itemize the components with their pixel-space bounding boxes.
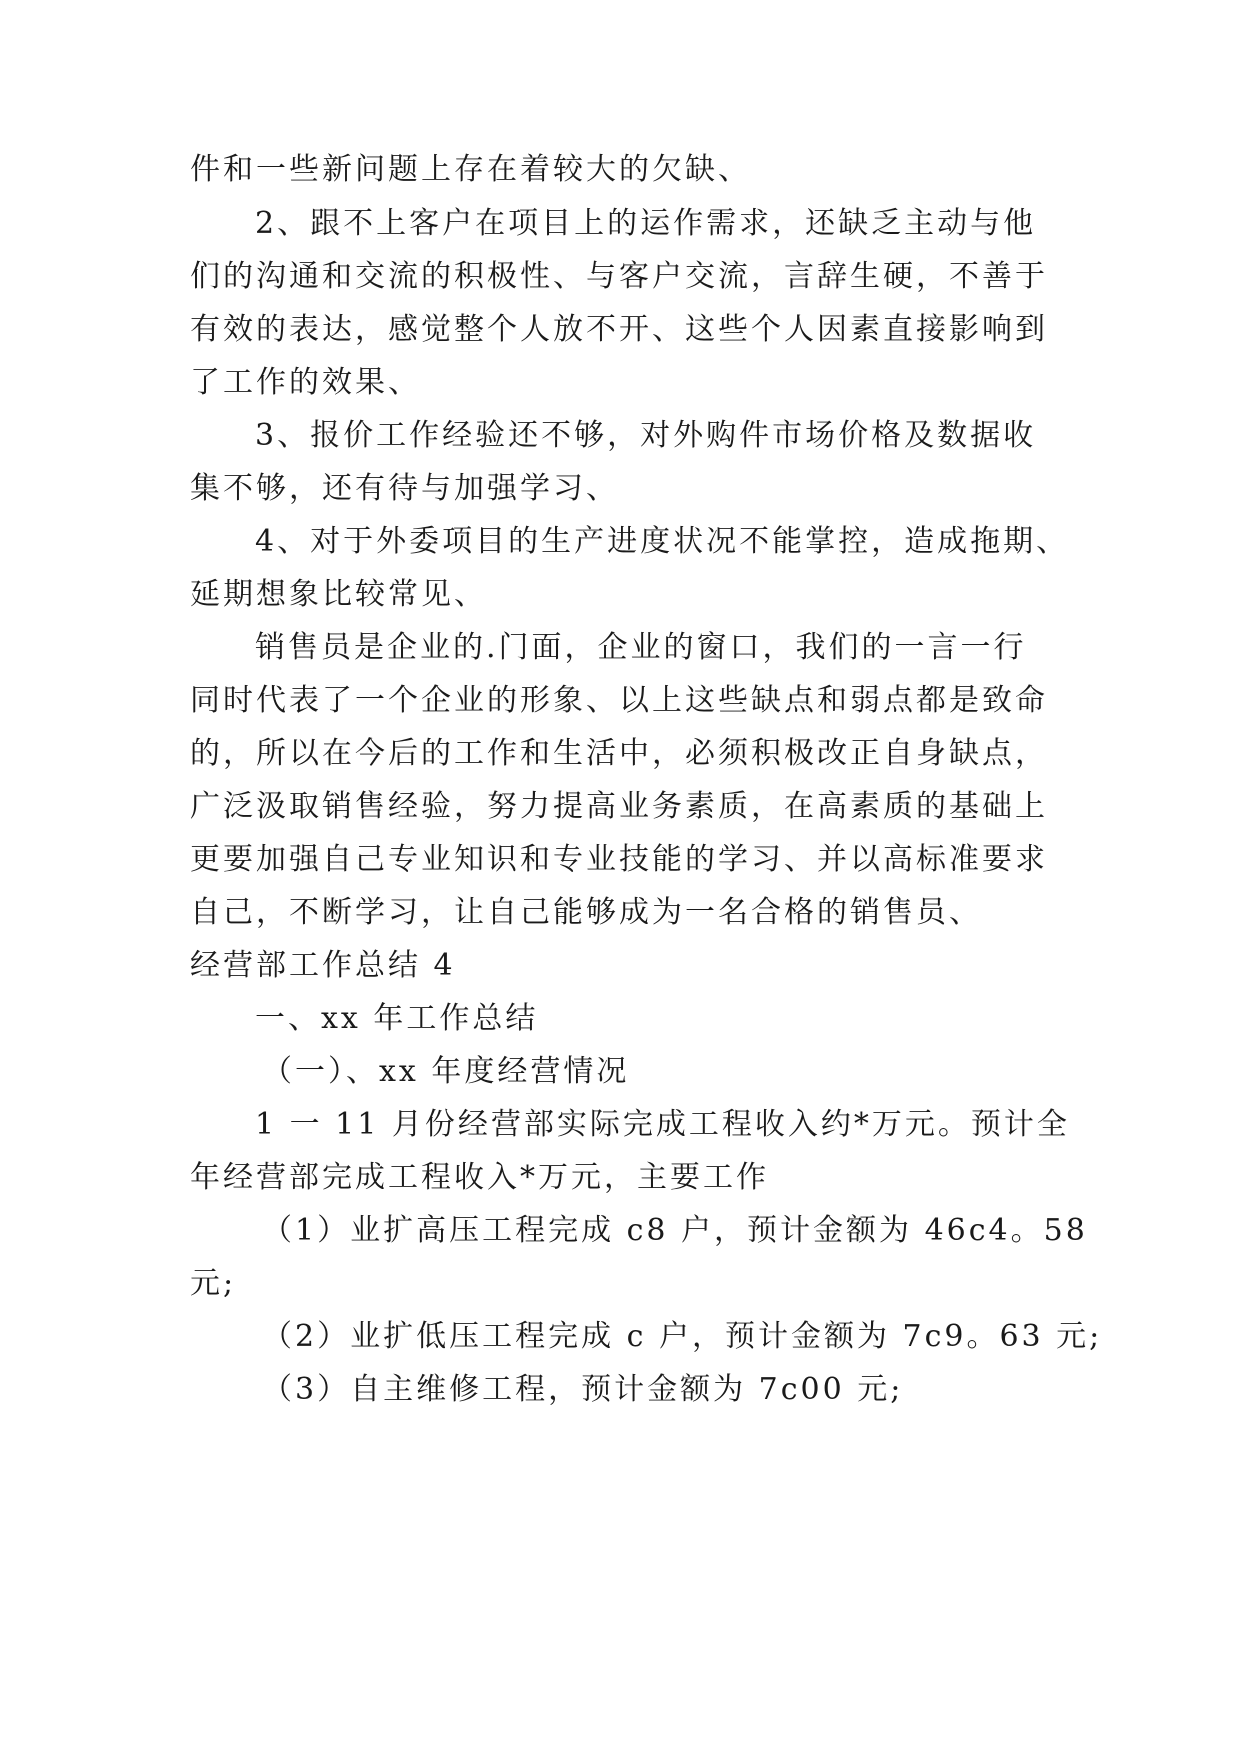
text-line: 广泛汲取销售经验，努力提高业务素质，在高素质的基础上 [190, 789, 1048, 824]
list-item: （2）业扩低压工程完成 c 户，预计金额为 7c9。63 元; [262, 1319, 1103, 1354]
text-line: 了工作的效果、 [190, 365, 421, 400]
subsection-heading: （一）、xx 年度经营情况 [262, 1054, 630, 1089]
list-item: （3）自主维修工程，预计金额为 7c00 元; [262, 1372, 904, 1407]
text-line: 自己，不断学习，让自己能够成为一名合格的销售员、 [190, 895, 982, 930]
text-line: 的，所以在今后的工作和生活中，必须积极改正自身缺点， [190, 736, 1048, 771]
text-line: 同时代表了一个企业的形象、以上这些缺点和弱点都是致命 [190, 683, 1048, 718]
text-line: 有效的表达，感觉整个人放不开、这些个人因素直接影响到 [190, 312, 1048, 347]
subsection-heading: 一、xx 年工作总结 [255, 1001, 539, 1036]
text-line: 们的沟通和交流的积极性、与客户交流，言辞生硬，不善于 [190, 259, 1048, 294]
section-heading: 经营部工作总结 4 [190, 948, 456, 983]
text-line: 1 一 11 月份经营部实际完成工程收入约*万元。预计全 [255, 1107, 1070, 1142]
text-line: 集不够，还有待与加强学习、 [190, 471, 619, 506]
text-line: 销售员是企业的.门面，企业的窗口，我们的一言一行 [255, 630, 1027, 665]
text-line: 延期想象比较常见、 [190, 577, 487, 612]
text-line: 4、对于外委项目的生产进度状况不能掌控，造成拖期、 [255, 524, 1070, 559]
text-line: 年经营部完成工程收入*万元，主要工作 [190, 1160, 769, 1195]
text-line: 元; [190, 1266, 237, 1301]
text-line: 3、报价工作经验还不够，对外购件市场价格及数据收 [255, 418, 1037, 453]
text-line: 更要加强自己专业知识和专业技能的学习、并以高标准要求 [190, 842, 1048, 877]
list-item: （1）业扩高压工程完成 c8 户，预计金额为 46c4。58 [262, 1213, 1088, 1248]
text-line: 2、跟不上客户在项目上的运作需求，还缺乏主动与他 [255, 206, 1037, 241]
text-line: 件和一些新问题上存在着较大的欠缺、 [190, 152, 751, 187]
